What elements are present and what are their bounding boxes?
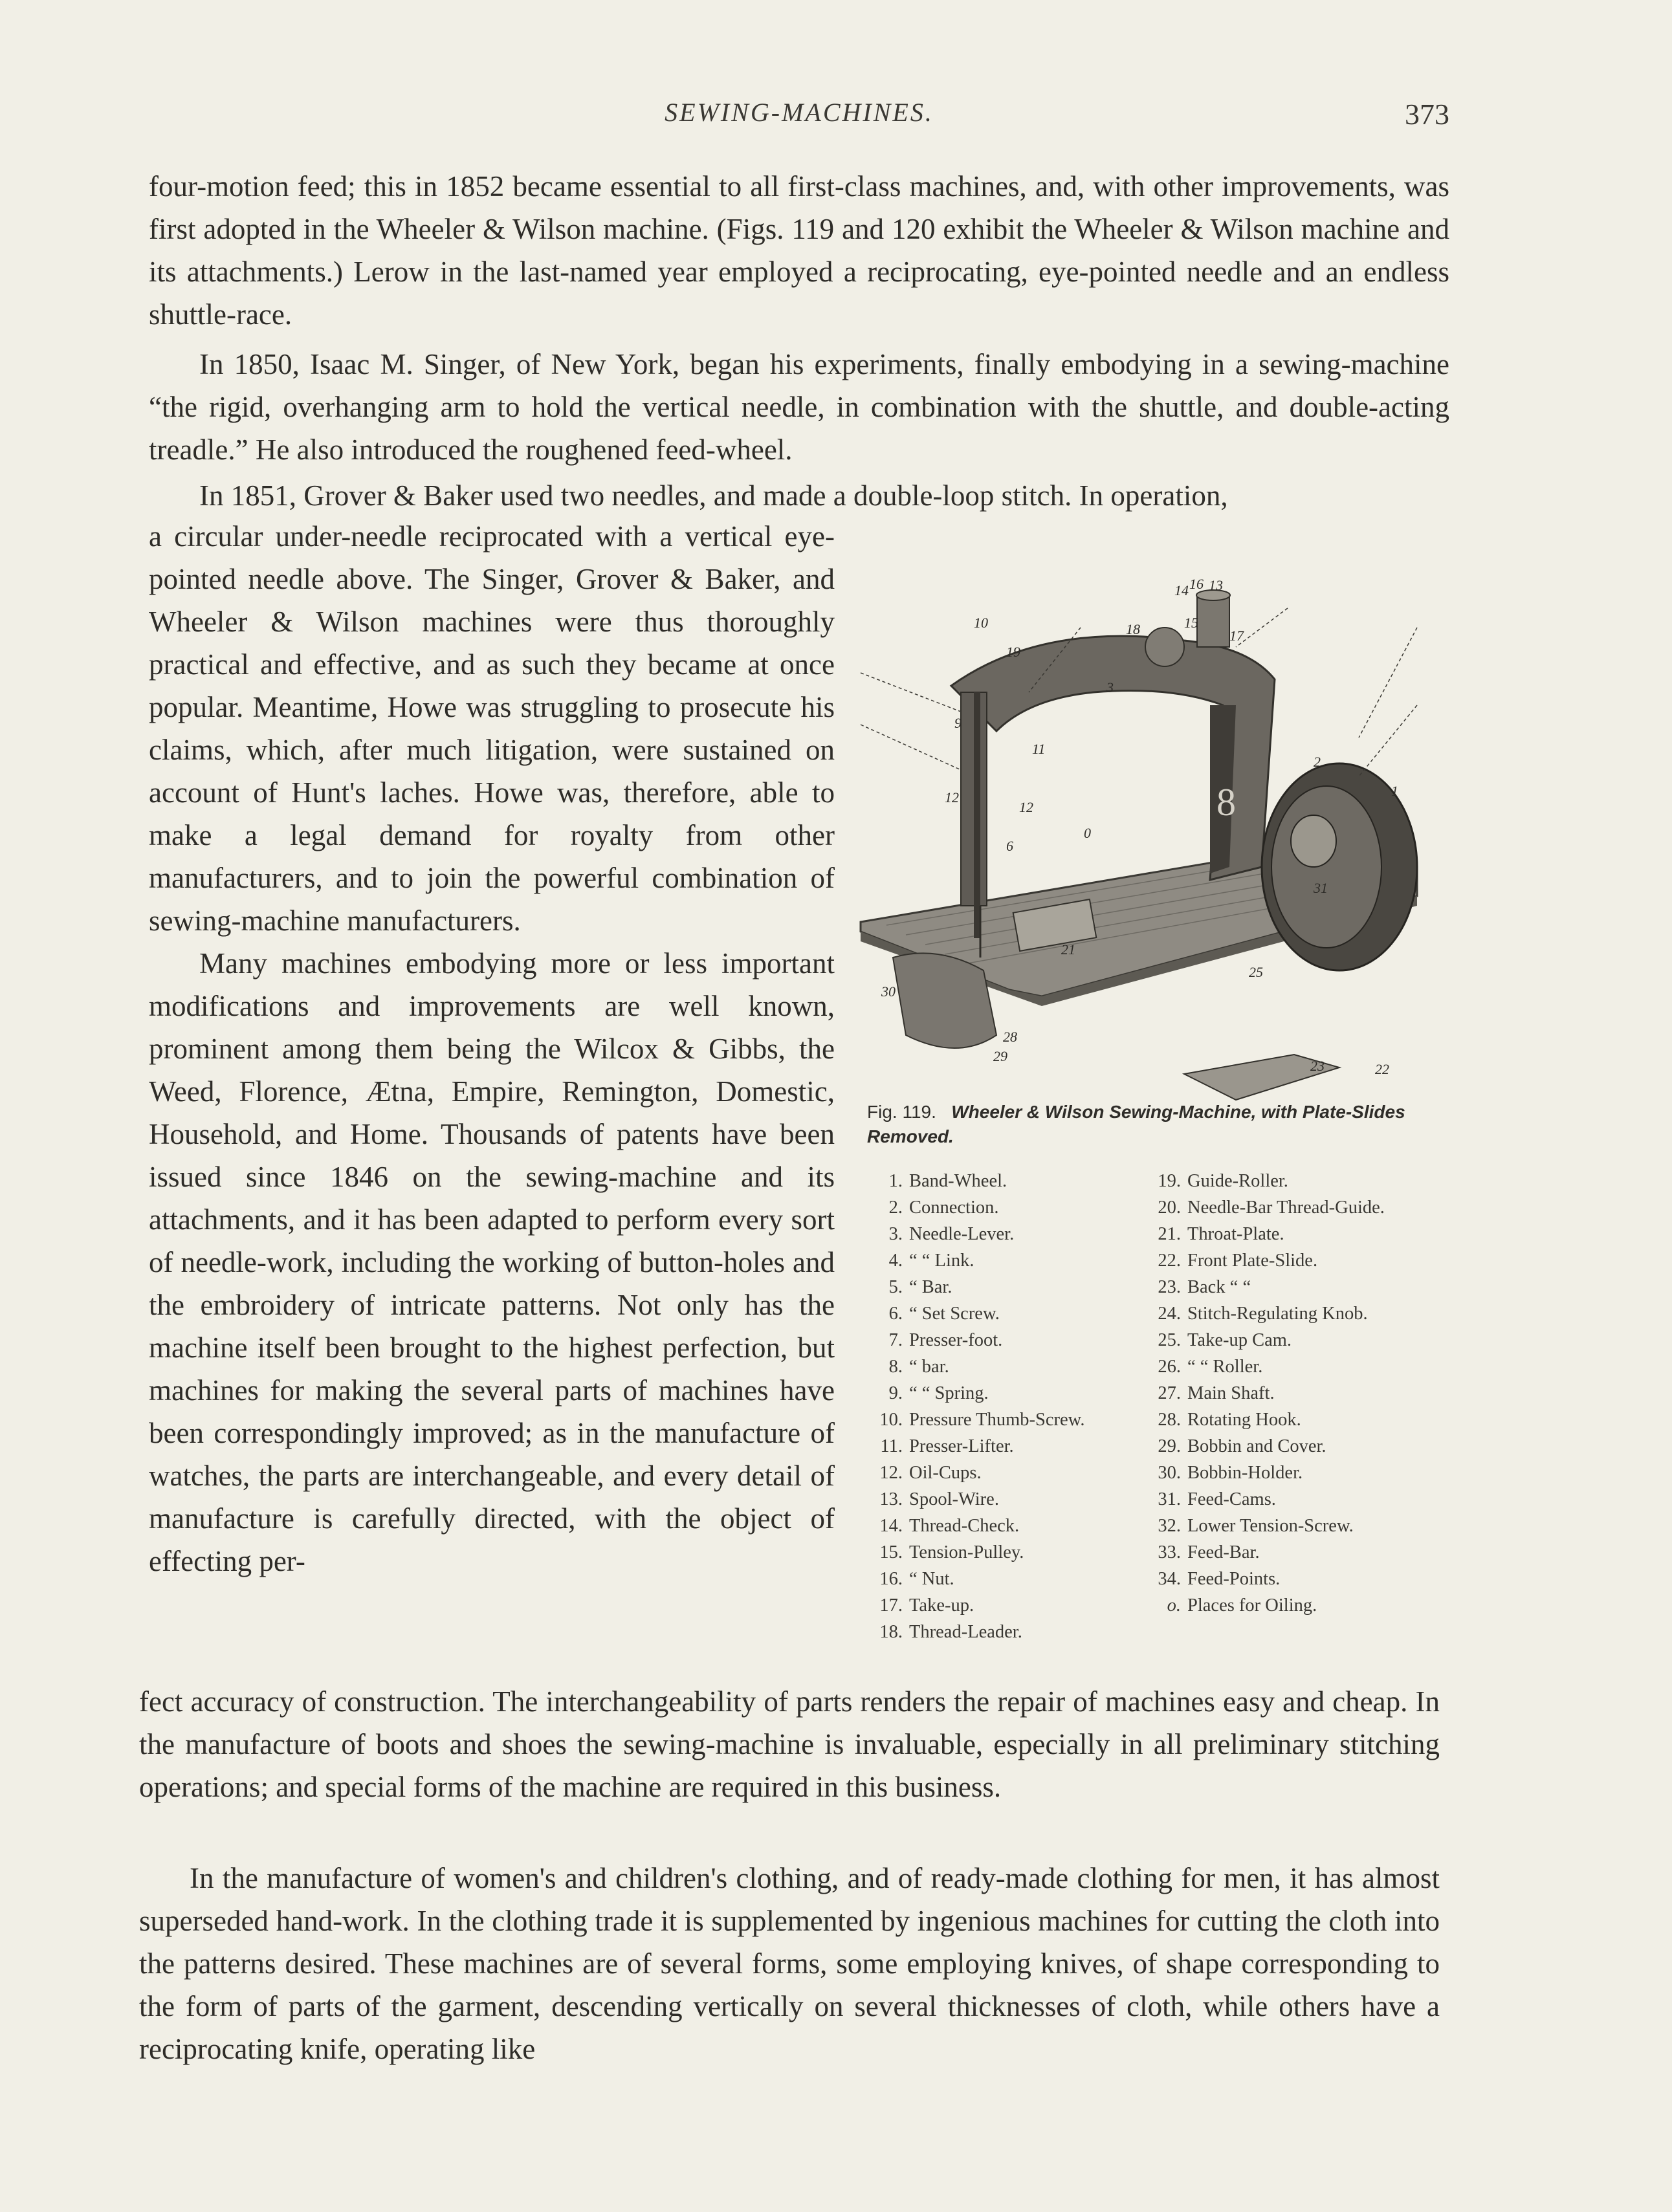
paragraph-1: four-motion feed; this in 1852 became essential to all first-class machines, and, with other improvements, was first adopted in the Wheeler & Wilson machine. (Figs. 119 and 120 exhibit the Wheeler & Wilson machine and its attachments.) Lerow in the last-named year employed a reciprocating, eye-pointed needle and an endless shuttle-race. (149, 170, 1449, 331)
legend-item: 20. Needle-Bar Thread-Guide. (1158, 1198, 1385, 1218)
legend-item: 33. Feed-Bar. (1158, 1542, 1260, 1562)
legend-item: 18. Thread-Leader. (879, 1622, 1022, 1642)
legend-item: 3. Needle-Lever. (888, 1224, 1015, 1244)
figure-label-22: 22 (1375, 1061, 1389, 1077)
legend-item: 10. Pressure Thumb-Screw. (879, 1410, 1085, 1430)
paragraph-4-continued: fect accuracy of construction. The interchangeability of parts renders the repair of machines easy and cheap. In the manufacture of boots and shoes the sewing-machine is invaluable, especially in all preliminary stitching operations; and special forms of the machine are required in this business. (139, 1685, 1440, 1803)
figure-label-31: 31 (1314, 880, 1328, 896)
figure-label-17: 17 (1229, 628, 1244, 644)
legend-item: 5. “ Bar. (888, 1277, 952, 1297)
page-header (149, 97, 1449, 142)
figure-label-28: 28 (1003, 1029, 1017, 1045)
legend-item: 24. Stitch-Regulating Knob. (1158, 1304, 1368, 1324)
figure-label-1: 1 (1391, 783, 1398, 799)
figure-label-13: 13 (1209, 577, 1223, 593)
page-number: 373 (1405, 98, 1449, 131)
legend-item: 16. “ Nut. (879, 1569, 954, 1589)
legend-item: 26. “ “ Roller. (1158, 1357, 1263, 1377)
legend-item: 8. “ bar. (888, 1357, 949, 1377)
figure-label-23: 23 (1310, 1058, 1325, 1074)
figure-label-19: 19 (1006, 644, 1020, 660)
legend-item: 12. Oil-Cups. (879, 1463, 982, 1483)
figure-label-8: 8 (1216, 781, 1236, 824)
figure-label-oil: 0 (1084, 825, 1091, 841)
legend-item: 31. Feed-Cams. (1158, 1489, 1276, 1509)
legend-item: 17. Take-up. (879, 1595, 974, 1615)
legend-item: 6. “ Set Screw. (888, 1304, 1000, 1324)
legend-item: 30. Bobbin-Holder. (1158, 1463, 1303, 1483)
legend-column-left (867, 1168, 1145, 1645)
figure-label-15: 15 (1184, 615, 1198, 631)
legend-item: 25. Take-up Cam. (1158, 1330, 1292, 1350)
figure-caption (867, 1100, 1449, 1149)
legend-item: 11. Presser-Lifter. (880, 1436, 1014, 1456)
figure-label-18: 18 (1126, 621, 1140, 637)
legend-item: 4. “ “ Link. (888, 1251, 974, 1271)
legend-item: 27. Main Shaft. (1158, 1383, 1275, 1403)
legend-item: 2. Connection. (888, 1198, 999, 1218)
legend-item: 1. Band-Wheel. (888, 1171, 1007, 1191)
legend-item: 15. Tension-Pulley. (879, 1542, 1024, 1562)
legend-item: 7. Presser-foot. (888, 1330, 1003, 1350)
legend-item: 19. Guide-Roller. (1158, 1171, 1288, 1191)
figure-label-12b: 12 (1019, 799, 1033, 815)
figure-label-25: 25 (1249, 964, 1263, 980)
paragraph-4: Many machines embodying more or less important modifications and improvements are well known, prominent among them being the Wilcox & Gibbs, the Weed, Florence, Ætna, Empire, Remington, Domestic, Household, and Home. Thousands of patents have been issued since 1846 on the sewing-machine and its attachments, and it has been adapted to perform every sort of needle-work, including the working of button-holes and the embroidery of intricate patterns. Not only has the machine itself been brought to the highest perfection, but machines for making the several parts of machines have been correspondingly improved; as in the manufacture of watches, the parts are interchangeable, and every detail of manufacture is carefully directed, with the object of effecting per- (149, 947, 835, 1577)
paragraph-3-first-line: In 1851, Grover & Baker used two needles, and made a double-loop stitch. In operation, (199, 479, 1228, 512)
figure-label-10: 10 (974, 615, 988, 631)
paragraph-3-continued: a circular under-needle reciprocated with a vertical eye-pointed needle above. The Singer, Grover & Baker, and Wheeler & Wilson machines were thus thoroughly practical and effective, and as such they became at once popular. Meantime, Howe was struggling to prosecute his claims, which, after much litigation, were sustained on account of Hunt's laches. Howe was, therefore, able to make a legal demand for royalty from other manufacturers, and to join the powerful combination of sewing-machine manufacturers. (149, 520, 835, 937)
figure-label-16: 16 (1189, 576, 1204, 592)
legend-item: 21. Throat-Plate. (1158, 1224, 1284, 1244)
figure-label-9: 9 (954, 715, 962, 731)
legend-column-right (1145, 1168, 1456, 1619)
figure-label-30: 30 (881, 983, 896, 1000)
legend-item: 23. Back “ “ (1158, 1277, 1251, 1297)
legend-item: 9. “ “ Spring. (888, 1383, 989, 1403)
paragraph-2: In 1850, Isaac M. Singer, of New York, began his experiments, finally embodying in a sewing-machine “the rigid, overhanging arm to hold the vertical needle, in combination with the shuttle, and double-acting treadle.” He also introduced the roughened feed-wheel. (149, 348, 1449, 466)
legend-item: 32. Lower Tension-Screw. (1158, 1516, 1354, 1536)
figure-label-2: 2 (1314, 754, 1321, 770)
legend-item: 28. Rotating Hook. (1158, 1410, 1301, 1430)
figure-label-3: 3 (1106, 679, 1114, 695)
legend-item: 13. Spool-Wire. (879, 1489, 999, 1509)
figure-caption-text: Wheeler & Wilson Sewing-Machine, with Plate-Slides Removed. (867, 1102, 1405, 1146)
running-title: SEWING-MACHINES. (665, 98, 934, 127)
legend-item: 22. Front Plate-Slide. (1158, 1251, 1318, 1271)
legend-item: 34. Feed-Points. (1158, 1569, 1281, 1589)
figure-label-6: 6 (1006, 838, 1013, 854)
legend-item: 14. Thread-Check. (879, 1516, 1020, 1536)
figure-label-29: 29 (993, 1048, 1007, 1064)
figure-label-11: 11 (1032, 741, 1046, 757)
legend-item: o. Places for Oiling. (1167, 1595, 1317, 1615)
figure-label-21: 21 (1061, 941, 1075, 958)
figure-label-14: 14 (1174, 582, 1189, 598)
figure-label: Fig. 119. (867, 1102, 936, 1122)
narrow-text-column (149, 515, 835, 1582)
legend-item: 29. Bobbin and Cover. (1158, 1436, 1326, 1456)
paragraph-5: In the manufacture of women's and children's clothing, and of ready-made clothing for men, it has almost superseded hand-work. In the clothing trade it is supplemented by ingenious machines for cutting the cloth into the patterns desired. These machines are of several forms, some employing knives, of shape corresponding to the form of parts of the garment, descending vertically on several thicknesses of cloth, while others have a reciprocating knife, operating like (139, 1862, 1440, 2065)
figure-label-12a: 12 (945, 789, 959, 805)
